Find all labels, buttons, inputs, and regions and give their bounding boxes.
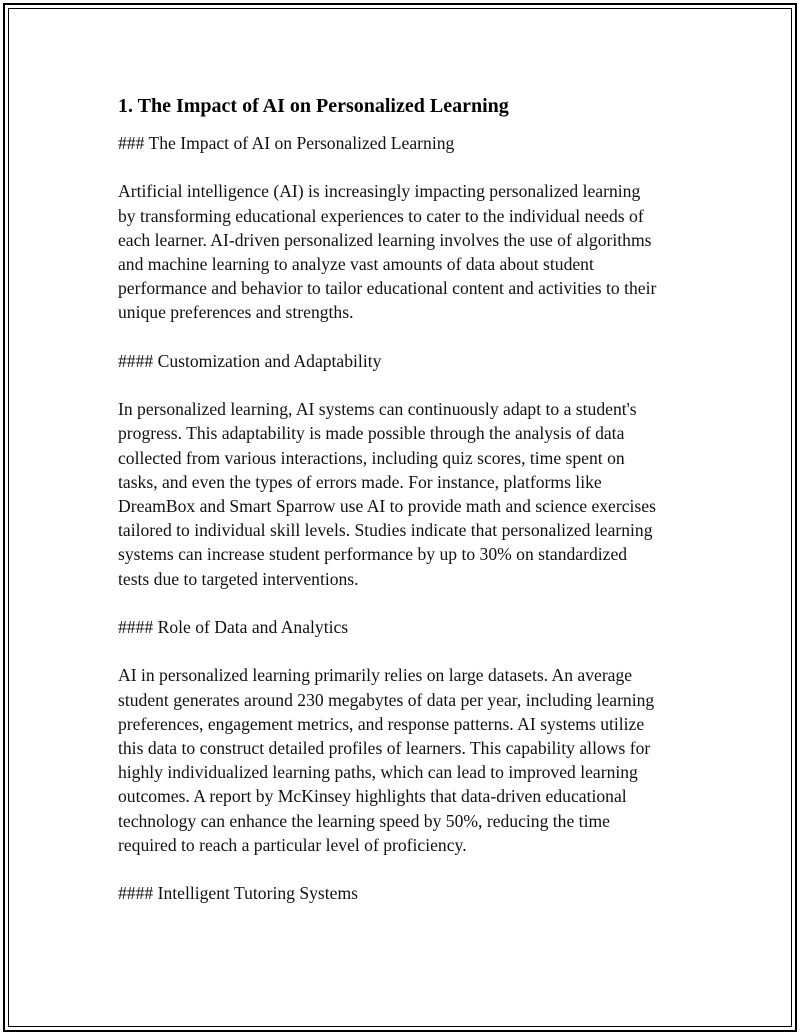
- paragraph-line: by transforming educational experiences to cater to the individual needs of: [118, 205, 644, 226]
- paragraph-gap: [118, 639, 693, 663]
- paragraph-line: Artificial intelligence (AI) is increasingly impacting personalized learning: [118, 181, 641, 202]
- paragraph-line: unique preferences and strengths.: [118, 302, 354, 323]
- paragraph-line: systems can increase student performance by up to 30% on standardized: [118, 544, 628, 565]
- paragraph-line: outcomes. A report by McKinsey highlights that data-driven educational: [118, 786, 627, 807]
- paragraph-line: technology can enhance the learning speed by 50%, reducing the time: [118, 810, 610, 831]
- intro-paragraph: [118, 179, 693, 324]
- paragraph-line: progress. This adaptability is made possible through the analysis of data: [118, 423, 625, 444]
- paragraph-line: student generates around 230 megabytes of data per year, including learning: [118, 689, 655, 710]
- data-analytics-paragraph: [118, 663, 693, 857]
- paragraph-line: each learner. AI-driven personalized learning involves the use of algorithms: [118, 229, 652, 250]
- section-heading-data-analytics: #### Role of Data and Analytics: [118, 617, 349, 637]
- paragraph-line: required to reach a particular level of proficiency.: [118, 834, 467, 855]
- paragraph-gap: [118, 325, 693, 349]
- paragraph-line: this data to construct detailed profiles of learners. This capability allows for: [118, 738, 651, 758]
- document-body: [118, 93, 693, 905]
- paragraph-gap: [118, 373, 693, 397]
- paragraph-line: tailored to individual skill levels. Studies indicate that personalized learning: [118, 520, 653, 541]
- paragraph-line: tests due to targeted interventions.: [118, 568, 359, 589]
- paragraph-line: tasks, and even the types of errors made. For instance, platforms like: [118, 471, 602, 492]
- paragraph-line: highly individualized learning paths, which can lead to improved learning: [118, 762, 638, 783]
- paragraph-line: In personalized learning, AI systems can continuously adapt to a student's: [118, 399, 637, 420]
- paragraph-line: preferences, engagement metrics, and response patterns. AI systems utilize: [118, 713, 645, 734]
- paragraph-gap: [118, 857, 693, 881]
- paragraph-gap: [118, 155, 693, 179]
- section-heading-customization: #### Customization and Adaptability: [118, 350, 382, 371]
- paragraph-line: and machine learning to analyze vast amounts of data about student: [118, 254, 594, 274]
- paragraph-line: performance and behavior to tailor educational content and activities to their: [118, 278, 657, 299]
- customization-paragraph: [118, 397, 693, 591]
- paragraph-line: DreamBox and Smart Sparrow use AI to provide math and science exercises: [118, 496, 656, 516]
- document-title: 1. The Impact of AI on Personalized Learning: [118, 95, 509, 117]
- paragraph-line: AI in personalized learning primarily relies on large datasets. An average: [118, 665, 633, 686]
- paragraph-line: collected from various interactions, including quiz scores, time spent on: [118, 447, 625, 468]
- paragraph-gap: [118, 591, 693, 615]
- subheading: ### The Impact of AI on Personalized Learning: [118, 133, 455, 153]
- section-heading-tutoring: #### Intelligent Tutoring Systems: [118, 883, 358, 904]
